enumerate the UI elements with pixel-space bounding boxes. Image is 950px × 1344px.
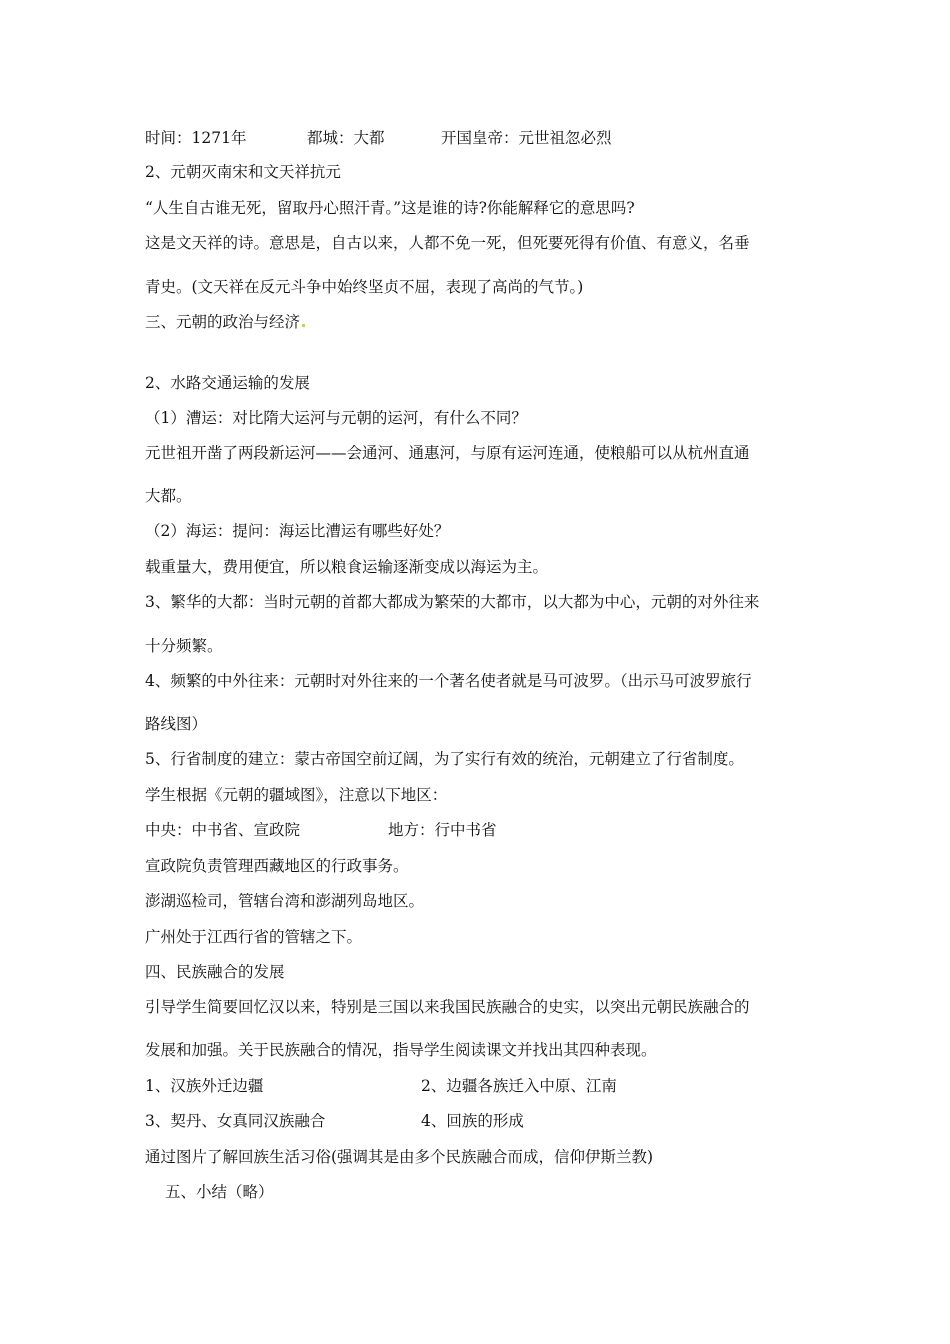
sea-transport-answer: 载重量大，费用便宜，所以粮食运输逐渐变成以海运为主。 (145, 558, 549, 576)
territory-map-note: 学生根据《元朝的疆域图》，注意以下地区： (145, 786, 448, 804)
poem-answer-line1: 这是文天祥的诗。意思是，自古以来，人都不免一死，但死要死得有价值、有意义，名垂 (145, 234, 750, 252)
foreign-contact-line1: 4、频繁的中外往来：元朝时对外往来的一个著名使者就是马可波罗。（出示马可波罗旅行 (145, 672, 752, 690)
capital-city: 都城：大都 (307, 129, 385, 147)
fusion-point-4: 4、回族的形成 (421, 1112, 524, 1130)
dadu-line2: 十分频繁。 (145, 637, 223, 655)
canal-question: （1）漕运：对比隋大运河与元朝的运河，有什么不同？ (145, 409, 527, 427)
section-ethnic-fusion: 四、民族融合的发展 (145, 963, 285, 981)
section-politics-economy-title: 三、元朝的政治与经济 (145, 313, 301, 331)
fusion-guide-line2: 发展和加强。关于民族融合的情况，指导学生阅读课文并找出其四种表现。 (145, 1041, 657, 1059)
guangzhou-note: 广州处于江西行省的管辖之下。 (145, 928, 363, 946)
dadu-line1: 3、繁华的大都：当时元朝的首都大都成为繁荣的大都市，以大都为中心，元朝的对外往来 (145, 593, 760, 611)
hui-customs-note: 通过图片了解回族生活习俗(强调其是由多个民族融合而成，信仰伊斯兰教) (145, 1148, 654, 1166)
penghu-note: 澎湖巡检司，管辖台湾和澎湖列岛地区。 (145, 892, 425, 910)
sea-transport-question: （2）海运：提问：海运比漕运有哪些好处？ (145, 522, 450, 540)
fusion-point-1: 1、汉族外迁边疆 (145, 1077, 264, 1095)
heading-song-fall: 2、元朝灭南宋和文天祥抗元 (145, 163, 341, 181)
fusion-point-2: 2、边疆各族迁入中原、江南 (421, 1077, 617, 1095)
fusion-guide-line1: 引导学生简要回忆汉以来，特别是三国以来我国民族融合的史实，以突出元朝民族融合的 (145, 998, 750, 1016)
heading-water-transport: 2、水路交通运输的发展 (145, 374, 310, 392)
poem-answer-line2: 青史。(文天祥在反元斗争中始终坚贞不屈，表现了高尚的气节。) (145, 278, 584, 296)
canal-answer-line1: 元世祖开凿了两段新运河——会通河、通惠河，与原有运河连通，使粮船可以从杭州直通 (145, 444, 750, 462)
founding-emperor: 开国皇帝：元世祖忽必烈 (441, 129, 612, 147)
local-government: 地方：行中书省 (388, 821, 497, 839)
poem-question: “人生自古谁无死，留取丹心照汗青。”这是谁的诗?你能解释它的意思吗? (145, 199, 635, 217)
stray-mark-icon (302, 324, 305, 327)
xuanzhengyuan-note: 宣政院负责管理西藏地区的行政事务。 (145, 857, 409, 875)
fusion-point-3: 3、契丹、女真同汉族融合 (145, 1112, 326, 1130)
province-system: 5、行省制度的建立：蒙古帝国空前辽阔，为了实行有效的统治，元朝建立了行省制度。 (145, 750, 744, 768)
foreign-contact-line2: 路线图） (145, 715, 208, 733)
section-summary: 五、小结（略） (165, 1183, 274, 1201)
section-politics-economy (145, 312, 810, 332)
founding-time: 时间：1271年 (145, 129, 247, 147)
central-government: 中央：中书省、宣政院 (145, 821, 301, 839)
canal-answer-line2: 大都。 (145, 487, 192, 505)
